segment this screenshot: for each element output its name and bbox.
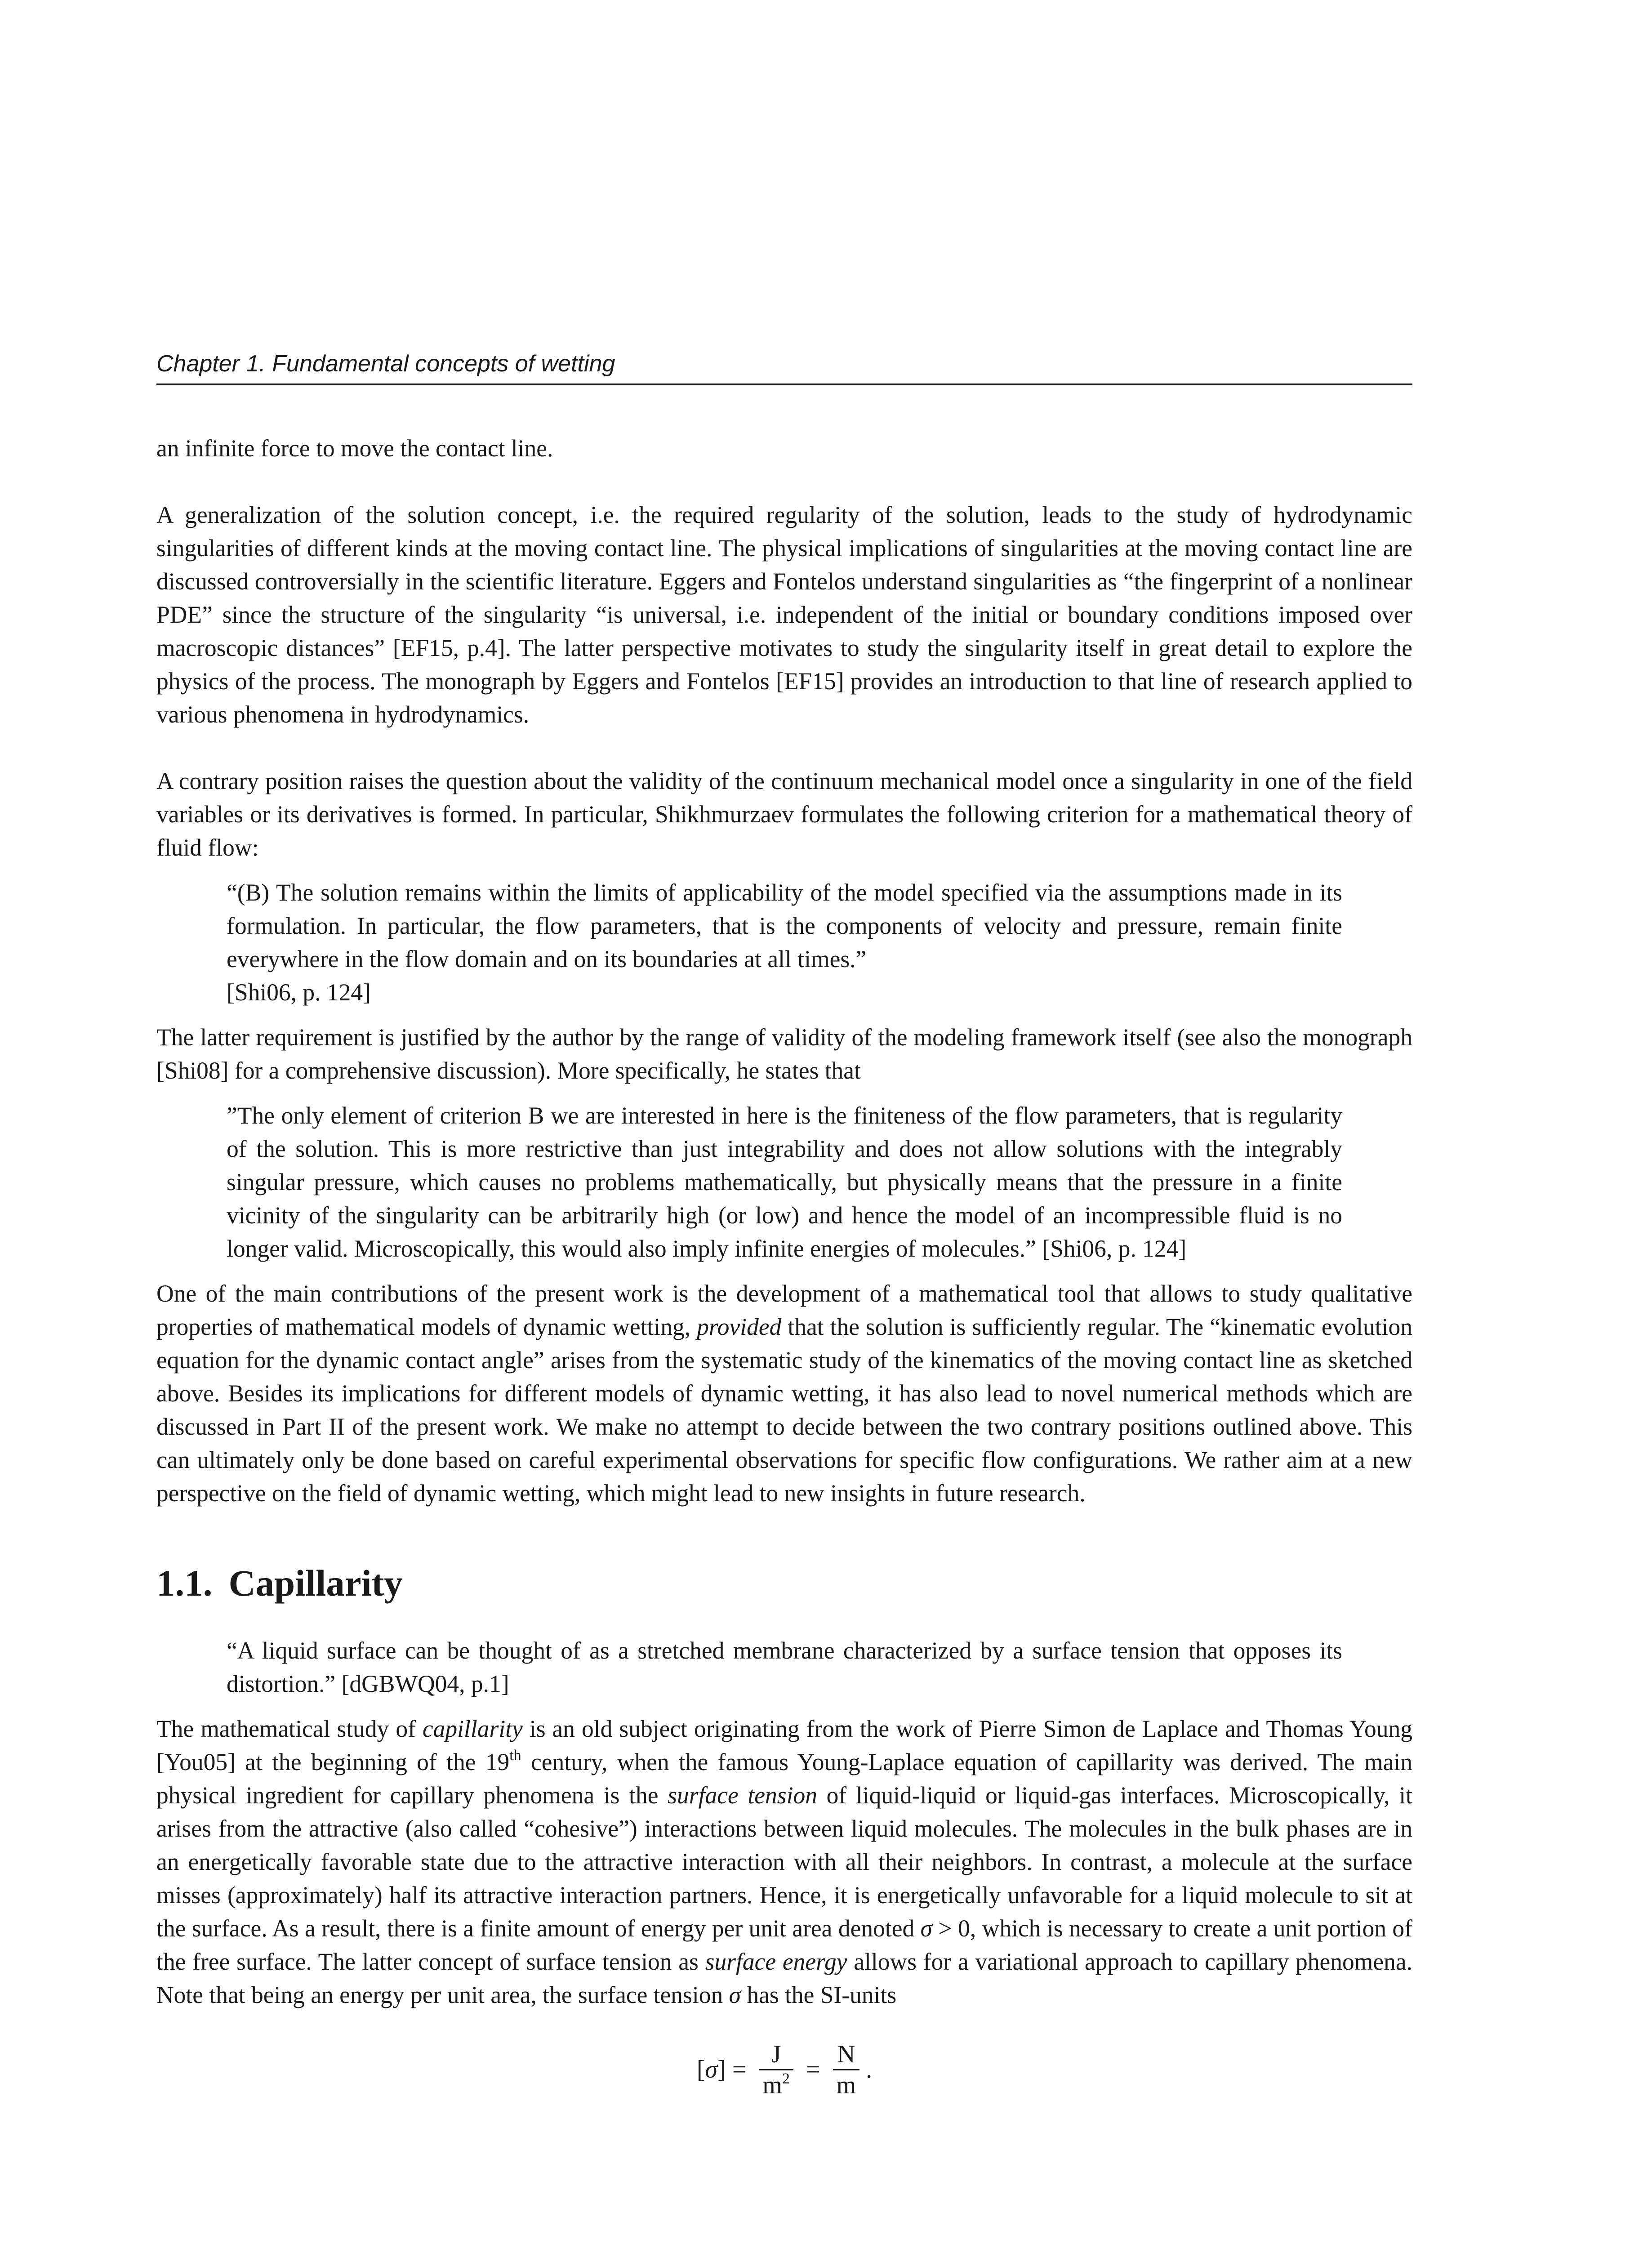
paragraph-capillarity [156,1712,1412,2012]
emphasis-capillarity: capillarity [422,1715,523,1742]
text-run: The mathematical study of [156,1715,423,1742]
paragraph-singularities: A generalization of the solution concept, i.e. the required regularity of the solution, leads to the study of hydrodynamic singularities of different kinds at the moving contact line. The physical implications of singularities at the moving contact line are discussed controversially in the scientific literature. Eggers and Fontelos understand singularities as “the fingerprint of a nonlinear PDE” since the structure of the singularity “is universal, i.e. independent of the initial or boundary conditions imposed over macroscopic distances” [EF15, p.4]. The latter perspective motivates to study the singularity itself in great detail to explore the physics of the process. The monograph by Eggers and Fontelos [EF15] provides an introduction to that line of research applied to various phenomena in hydrodynamics. [156,501,1412,728]
text-run: of liquid-liquid or liquid-gas interfaces. Microscopically, it arises from the attractive (also called “cohesive”) interactions between liquid molecules. The molecules in the bulk phases are in an energetically favorable state due to the attractive interaction with all their neighbors. In contrast, a molecule at the surface misses (approximately) half its attractive interaction partners. Hence, it is energetically unfavorable for a liquid molecule to sit at the surface. As a result, there is a finite amount of energy per unit area denoted [156,1782,1412,1942]
eq-equals: = [806,2056,820,2083]
symbol-sigma: σ [729,1981,741,2008]
eq-fraction-newton [833,2039,860,2100]
paragraph-requirement: The latter requirement is justified by the author by the range of validity of the modeling framework itself (see also the monograph [Shi08] for a comprehensive discussion). More specifically, he states that [156,1024,1412,1084]
main-text [156,432,1412,2112]
eq-bracket-close: ] [717,2056,726,2083]
running-title: Chapter 1. Fundamental concepts of wetting [156,351,615,377]
text-run: > 0, which is necessary to create a unit portion of the free surface. The latter concept of surface tension as [156,1915,1412,1975]
eq-numerator: N [837,2040,855,2068]
eq-equals: = [732,2056,747,2083]
eq-denominator: m [833,2069,860,2100]
running-header [156,344,1412,385]
paragraph-continuation: an infinite force to move the contact line. [156,435,553,462]
quote-criterion-b-text: “(B) The solution remains within the limits of applicability of the model specified via the assumptions made in its formulation. In particular, the flow parameters, that is the components of velocity and pressure, remain finite everywhere in the flow domain and on its boundaries at all times.” [227,879,1342,972]
eq-fraction-joule [759,2039,793,2100]
superscript-th: th [509,1747,521,1764]
text-run: allows for a variational approach to capillary phenomena. Note that being an energy per unit area, the surface tension [156,1948,1412,2008]
text-run: is an old subject originating from the work of Pierre Simon de Laplace and Thomas Young [You05] at the beginning of the 19 [156,1715,1412,1775]
eq-lhs [697,2053,726,2086]
emphasis-provided: provided [697,1313,782,1340]
paragraph-contrary-position: A contrary position raises the question about the validity of the continuum mechanical model once a singularity in one of the field variables or its derivatives is formed. In particular, Shikhmurzaev formulates the following criterion for a mathematical theory of fluid flow: [156,767,1412,861]
paragraph-main-contributions [156,1277,1412,1510]
emphasis-surface-tension: surface tension [668,1782,817,1809]
emphasis-surface-energy: surface energy [705,1948,847,1975]
text-run: that the solution is sufficiently regular. The “kinematic evolution equation for the dynamic contact angle” arises from the systematic study of the kinematics of the moving contact line as sketched above. Besides its implications for different models of dynamic wetting, it has also lead to novel numerical methods which are discussed in Part II of the present work. We make no attempt to decide between the two contrary positions outlined above. This can ultimately only be done based on careful experimental observations for specific flow configurations. We rather aim at a new perspective on the field of dynamic wetting, which might lead to new insights in future research. [156,1313,1412,1507]
symbol-sigma: σ [920,1915,933,1942]
document-page [156,0,1412,2248]
section-title: Capillarity [228,1562,403,1604]
eq-period: . [866,2056,873,2083]
eq-numerator: J [771,2040,781,2068]
eq-denominator-base: m [762,2071,782,2099]
equation-si-units [156,2027,1412,2112]
quote-regularity-text: ”The only element of criterion B we are interested in here is the finiteness of the flow parameters, that is regularity of the solution. This is more restrictive than just integrability and does not allow solutions with the integrably singular pressure, which causes no problems mathematically, but physically means that the pressure in a finite vicinity of the singularity can be arbitrarily high (or low) and hence the model of an incompressible fluid is no longer valid. Microscopically, this would also imply infinite energies of molecules.” [Shi06, p. 124] [227,1102,1342,1262]
section-number: 1.1. [156,1562,213,1604]
quote-regularity [227,1099,1342,1265]
quote-criterion-b-citation: [Shi06, p. 124] [227,979,371,1006]
text-run: century, when the famous Young-Laplace equation of capillarity was derived. The main physical ingredient for capillary phenomena is the [156,1748,1412,1809]
section-heading [156,1558,1412,1608]
eq-sigma: σ [705,2056,718,2083]
eq-exponent: 2 [782,2070,790,2087]
eq-bracket-open: [ [696,2056,705,2083]
text-run: One of the main contributions of the present work is the development of a mathematical tool that allows to study qualitative properties of mathematical models of dynamic wetting, [156,1280,1412,1340]
quote-criterion-b [227,876,1342,1009]
section-epigraph: “A liquid surface can be thought of as a stretched membrane characterized by a surface tension that opposes its distortion.” [dGBWQ04, p.1] [227,1637,1342,1697]
text-run: has the SI-units [741,1981,897,2008]
eq-denominator [759,2069,793,2100]
